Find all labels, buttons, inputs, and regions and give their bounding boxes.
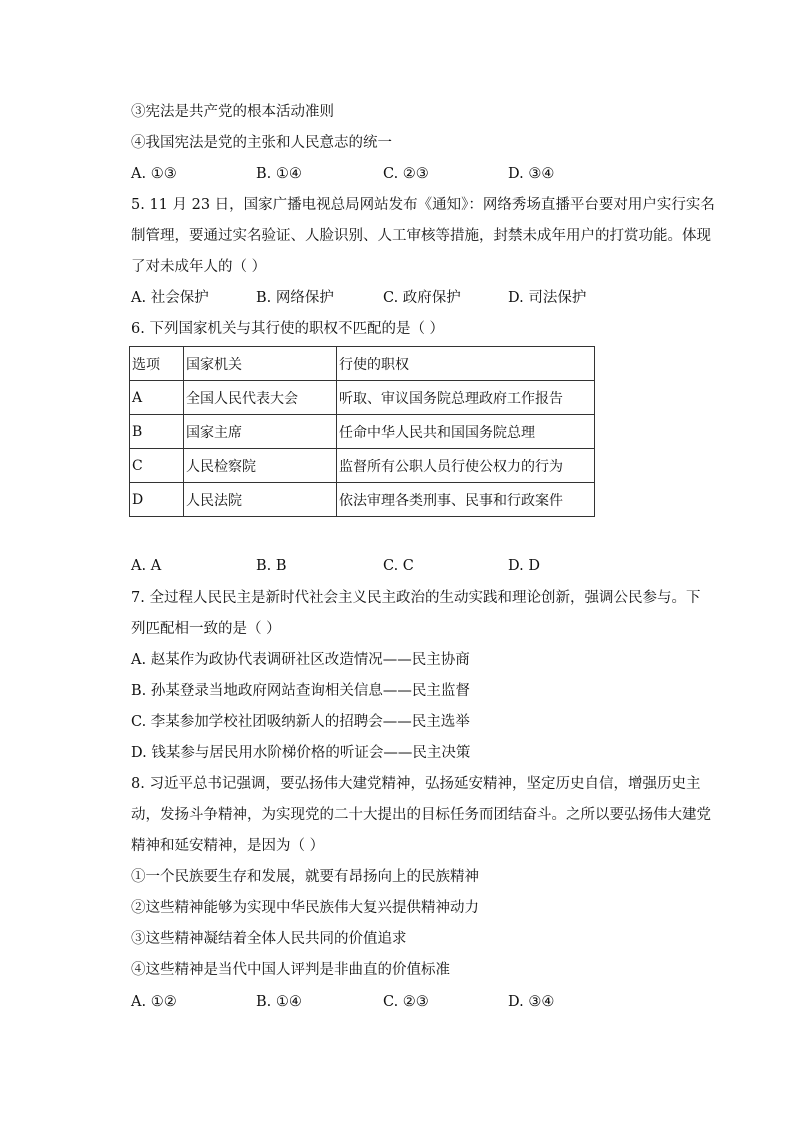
- table-cell: 依法审理各类刑事、民事和行政案件: [337, 483, 595, 517]
- q8-stem-line-3: 精神和延安精神，是因为（ ）: [131, 838, 325, 854]
- table-cell: A: [130, 381, 184, 415]
- q8-stem-line-1: 8. 习近平总书记强调，要弘扬伟大建党精神，弘扬延安精神，坚定历史自信，增强历史主: [131, 776, 701, 792]
- q7-stem-line-1: 7. 全过程人民民主是新时代社会主义民主政治的生动实践和理论创新，强调公民参与。下: [131, 590, 701, 606]
- q8-option-c[interactable]: C. ②③: [383, 994, 429, 1010]
- q7-option-c[interactable]: C. 李某参加学校社团吸纳新人的招聘会——民主选举: [131, 714, 470, 730]
- q8-item-3: ③这些精神凝结着全体人民共同的价值追求: [131, 931, 407, 947]
- table-cell: 全国人民代表大会: [184, 381, 337, 415]
- q7-stem-line-2: 列匹配相一致的是（ ）: [131, 621, 281, 637]
- table-header-cell: 行使的职权: [337, 347, 595, 381]
- q6-option-a[interactable]: A. A: [131, 558, 162, 574]
- q5-stem-line-3: 了对未成年人的（ ）: [131, 259, 267, 275]
- table-row: [130, 381, 595, 415]
- q6-option-c[interactable]: C. C: [383, 558, 414, 574]
- q4-option-a[interactable]: A. ①③: [131, 166, 177, 182]
- table-cell: 监督所有公职人员行使公权力的行为: [337, 449, 595, 483]
- q4-item-3: ③宪法是共产党的根本活动准则: [131, 104, 334, 120]
- table-cell: 人民检察院: [184, 449, 337, 483]
- table-row: [130, 415, 595, 449]
- q5-options: [131, 288, 691, 308]
- q6-option-d[interactable]: D. D: [508, 558, 540, 574]
- q8-item-1: ①一个民族要生存和发展，就要有昂扬向上的民族精神: [131, 869, 479, 885]
- q8-item-2: ②这些精神能够为实现中华民族伟大复兴提供精神动力: [131, 900, 479, 916]
- table-header-row: [130, 347, 595, 381]
- q7-option-a[interactable]: A. 赵某作为政协代表调研社区改造情况——民主协商: [131, 652, 470, 668]
- q7-option-b[interactable]: B. 孙某登录当地政府网站查询相关信息——民主监督: [131, 683, 470, 699]
- q4-option-c[interactable]: C. ②③: [383, 166, 429, 182]
- table-cell: 任命中华人民共和国国务院总理: [337, 415, 595, 449]
- q4-item-4: ④我国宪法是党的主张和人民意志的统一: [131, 135, 392, 151]
- table-cell: 听取、审议国务院总理政府工作报告: [337, 381, 595, 415]
- q8-option-d[interactable]: D. ③④: [508, 994, 555, 1010]
- q5-option-b[interactable]: B. 网络保护: [256, 290, 334, 306]
- q6-options: [131, 556, 691, 576]
- q5-option-a[interactable]: A. 社会保护: [131, 290, 209, 306]
- table-header-cell: 国家机关: [184, 347, 337, 381]
- q4-option-d[interactable]: D. ③④: [508, 166, 555, 182]
- q8-options: [131, 992, 691, 1012]
- q8-item-4: ④这些精神是当代中国人评判是非曲直的价值标准: [131, 962, 450, 978]
- q7-option-d[interactable]: D. 钱某参与居民用水阶梯价格的听证会——民主决策: [131, 745, 471, 761]
- table-row: [130, 483, 595, 517]
- q6-stem: 6. 下列国家机关与其行使的职权不匹配的是（ ）: [131, 321, 445, 337]
- q5-stem-line-1: 5. 11 月 23 日，国家广播电视总局网站发布《通知》：网络秀场直播平台要对用户实行实名: [131, 197, 715, 213]
- table-cell: B: [130, 415, 184, 449]
- table-cell: C: [130, 449, 184, 483]
- table-cell: 人民法院: [184, 483, 337, 517]
- q4-option-b[interactable]: B. ①④: [256, 166, 302, 182]
- q5-option-c[interactable]: C. 政府保护: [383, 290, 461, 306]
- q4-options: [131, 164, 691, 184]
- q8-stem-line-2: 动，发扬斗争精神，为实现党的二十大提出的目标任务而团结奋斗。之所以要弘扬伟大建党: [131, 807, 711, 823]
- q6-option-b[interactable]: B. B: [256, 558, 287, 574]
- q5-option-d[interactable]: D. 司法保护: [508, 290, 587, 306]
- table-cell: 国家主席: [184, 415, 337, 449]
- table-cell: D: [130, 483, 184, 517]
- table-row: [130, 449, 595, 483]
- q6-table: [129, 346, 595, 517]
- q5-stem-line-2: 制管理，要通过实名验证、人脸识别、人工审核等措施，封禁未成年用户的打赏功能。体现: [131, 228, 711, 244]
- table-header-cell: 选项: [130, 347, 184, 381]
- q8-option-a[interactable]: A. ①②: [131, 994, 177, 1010]
- q8-option-b[interactable]: B. ①④: [256, 994, 302, 1010]
